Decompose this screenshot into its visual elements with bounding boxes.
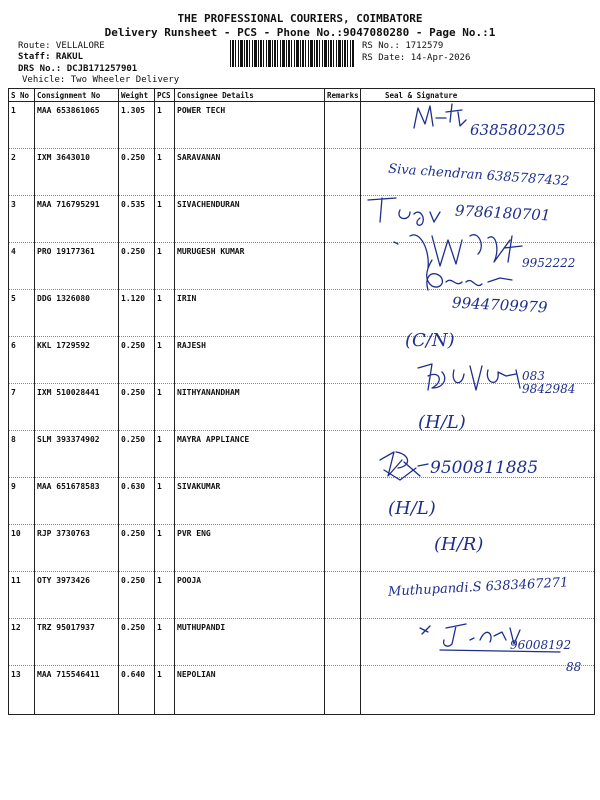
cell-pcs: 1: [155, 525, 175, 572]
table-row: [9, 478, 595, 525]
cell-remarks: [325, 149, 361, 196]
cell-weight: 0.630: [119, 478, 155, 525]
cell-consignee: POWER TECH: [175, 102, 325, 149]
cell-consignment-no: PRO 19177361: [35, 243, 119, 290]
handwritten-note: 083 9842984: [522, 369, 576, 396]
barcode: [230, 40, 354, 67]
cell-consignment-no: RJP 3730763: [35, 525, 119, 572]
handwritten-note: (H/L): [418, 412, 466, 433]
cell-remarks: [325, 337, 361, 384]
cell-consignment-no: DDG 1326080: [35, 290, 119, 337]
cell-remarks: [325, 478, 361, 525]
cell-weight: 0.535: [119, 196, 155, 243]
cell-sno: 11: [9, 572, 35, 619]
cell-weight: 1.305: [119, 102, 155, 149]
cell-signature: [361, 666, 595, 715]
cell-consignee: PVR ENG: [175, 525, 325, 572]
col-header-signature: Seal & Signature: [361, 89, 595, 102]
handwritten-note: 88: [566, 660, 582, 674]
col-header-sno: S No: [9, 89, 35, 102]
cell-weight: 0.250: [119, 384, 155, 431]
cell-weight: 0.250: [119, 337, 155, 384]
col-header-weight: Weight: [119, 89, 155, 102]
table-row: [9, 525, 595, 572]
cell-weight: 0.640: [119, 666, 155, 715]
col-header-pcs: PCS: [155, 89, 175, 102]
header-title: THE PROFESSIONAL COURIERS, COIMBATORE: [177, 12, 423, 25]
cell-consignment-no: KKL 1729592: [35, 337, 119, 384]
cell-pcs: 1: [155, 478, 175, 525]
handwritten-note: 6385802305: [470, 121, 566, 139]
cell-sno: 12: [9, 619, 35, 666]
cell-pcs: 1: [155, 431, 175, 478]
handwritten-note: Siva chendran 6385787432: [387, 161, 570, 190]
handwritten-note: 9944709979: [451, 293, 548, 317]
rs-no-label: RS No.: 1712579: [362, 41, 444, 51]
cell-pcs: 1: [155, 619, 175, 666]
cell-pcs: 1: [155, 243, 175, 290]
cell-consignee: POOJA: [175, 572, 325, 619]
cell-sno: 6: [9, 337, 35, 384]
cell-weight: 0.250: [119, 431, 155, 478]
handwritten-note: 9952222: [522, 256, 576, 270]
cell-consignment-no: TRZ 95017937: [35, 619, 119, 666]
cell-consignee: SARAVANAN: [175, 149, 325, 196]
cell-pcs: 1: [155, 196, 175, 243]
cell-sno: 3: [9, 196, 35, 243]
cell-sno: 2: [9, 149, 35, 196]
cell-consignee: MURUGESH KUMAR: [175, 243, 325, 290]
table-header-row: [9, 89, 595, 102]
table-row: [9, 243, 595, 290]
handwritten-note: (H/L): [388, 498, 436, 519]
cell-consignee: SIVAKUMAR: [175, 478, 325, 525]
cell-remarks: [325, 525, 361, 572]
cell-weight: 0.250: [119, 572, 155, 619]
handwritten-note: 96008192: [510, 638, 572, 652]
cell-sno: 13: [9, 666, 35, 715]
cell-remarks: [325, 102, 361, 149]
cell-pcs: 1: [155, 572, 175, 619]
cell-consignee: MUTHUPANDI: [175, 619, 325, 666]
cell-consignment-no: IXM 510028441: [35, 384, 119, 431]
cell-remarks: [325, 243, 361, 290]
route-label: Route: VELLALORE: [18, 41, 105, 51]
cell-pcs: 1: [155, 666, 175, 715]
cell-remarks: [325, 572, 361, 619]
cell-consignment-no: MAA 651678583: [35, 478, 119, 525]
table-row: [9, 337, 595, 384]
table-row: [9, 619, 595, 666]
cell-sno: 5: [9, 290, 35, 337]
drs-label: DRS No.: DCJB171257901: [18, 64, 138, 74]
cell-consignee: NEPOLIAN: [175, 666, 325, 715]
handwritten-note: 9786180701: [454, 201, 551, 225]
table-row: [9, 384, 595, 431]
header-subtitle: Delivery Runsheet - PCS - Phone No.:9047080280 - Page No.:1: [104, 26, 496, 39]
col-header-consignee: Consignee Details: [175, 89, 325, 102]
cell-pcs: 1: [155, 384, 175, 431]
cell-sno: 8: [9, 431, 35, 478]
cell-remarks: [325, 666, 361, 715]
handwritten-note: (C/N): [405, 330, 455, 351]
cell-consignee: SIVACHENDURAN: [175, 196, 325, 243]
cell-consignment-no: SLM 393374902: [35, 431, 119, 478]
cell-pcs: 1: [155, 102, 175, 149]
cell-sno: 9: [9, 478, 35, 525]
handwritten-note: (H/R): [434, 534, 484, 555]
cell-pcs: 1: [155, 337, 175, 384]
cell-consignment-no: MAA 653861065: [35, 102, 119, 149]
cell-consignment-no: MAA 716795291: [35, 196, 119, 243]
cell-consignment-no: IXM 3643010: [35, 149, 119, 196]
handwritten-note: Muthupandi.S 6383467271: [387, 575, 569, 600]
handwritten-note: 9500811885: [430, 458, 539, 478]
staff-label: Staff: RAKUL: [18, 52, 84, 62]
cell-remarks: [325, 290, 361, 337]
table-row: [9, 666, 595, 715]
cell-sno: 10: [9, 525, 35, 572]
cell-weight: 0.250: [119, 619, 155, 666]
rs-date-label: RS Date: 14-Apr-2026: [362, 53, 471, 63]
cell-remarks: [325, 196, 361, 243]
cell-weight: 0.250: [119, 149, 155, 196]
cell-pcs: 1: [155, 290, 175, 337]
cell-sno: 7: [9, 384, 35, 431]
cell-consignee: IRIN: [175, 290, 325, 337]
cell-sno: 4: [9, 243, 35, 290]
cell-consignment-no: MAA 715546411: [35, 666, 119, 715]
cell-consignment-no: OTY 3973426: [35, 572, 119, 619]
cell-consignee: NITHYANANDHAM: [175, 384, 325, 431]
cell-weight: 0.250: [119, 243, 155, 290]
cell-remarks: [325, 431, 361, 478]
cell-sno: 1: [9, 102, 35, 149]
cell-consignee: MAYRA APPLIANCE: [175, 431, 325, 478]
cell-consignee: RAJESH: [175, 337, 325, 384]
cell-weight: 0.250: [119, 525, 155, 572]
cell-pcs: 1: [155, 149, 175, 196]
col-header-remarks: Remarks: [325, 89, 361, 102]
col-header-consignment: Consignment No: [35, 89, 119, 102]
cell-weight: 1.120: [119, 290, 155, 337]
cell-remarks: [325, 384, 361, 431]
vehicle-label: Vehicle: Two Wheeler Delivery: [22, 75, 180, 85]
cell-remarks: [325, 619, 361, 666]
